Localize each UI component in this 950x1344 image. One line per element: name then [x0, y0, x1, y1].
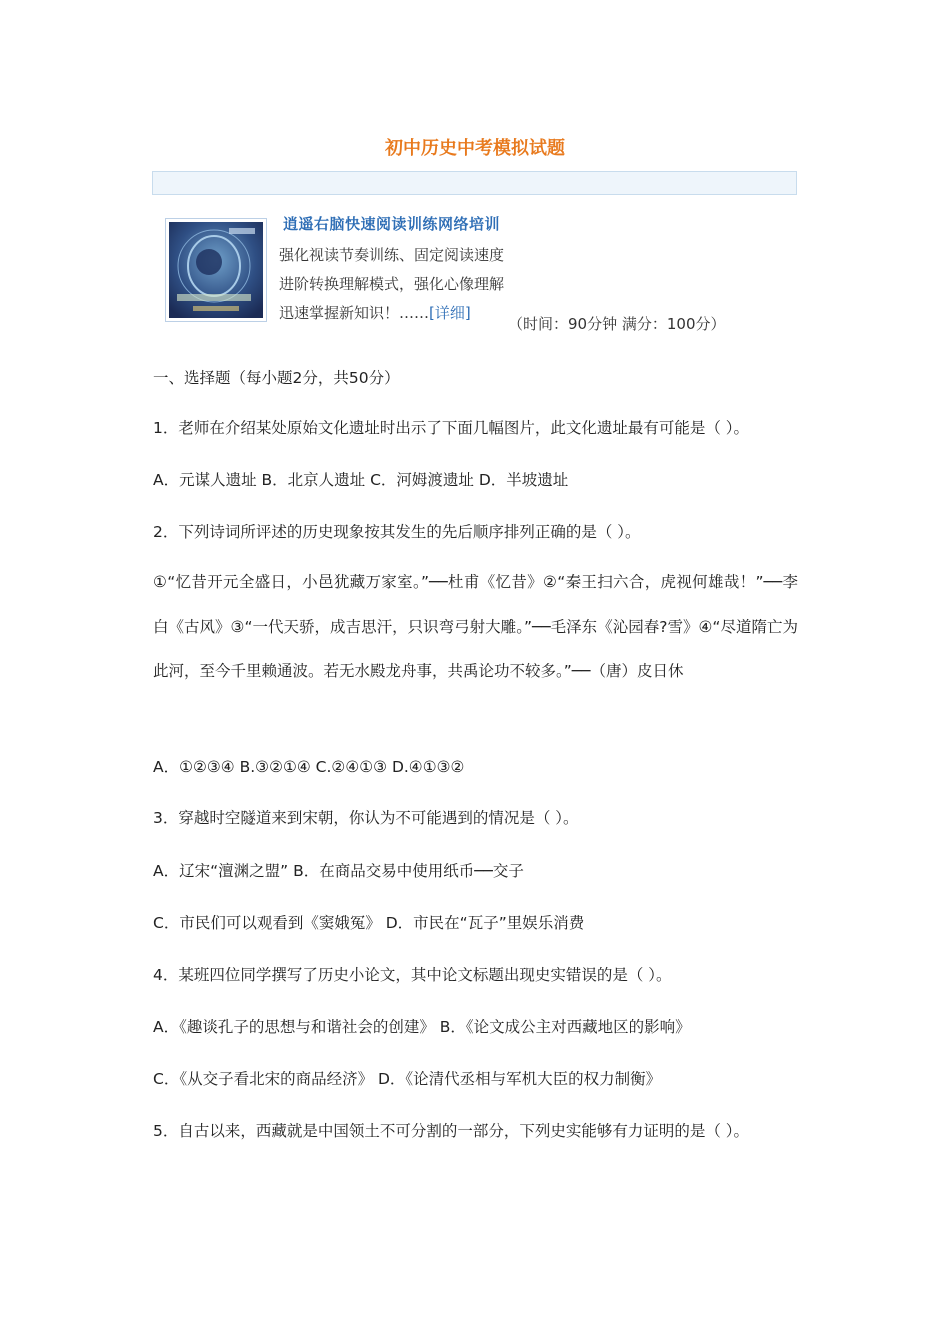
question-1-options: A．元谋人遗址 B．北京人遗址 C．河姆渡遗址 D．半坡遗址 — [153, 471, 569, 489]
question-2-poems: ①“忆昔开元全盛日，小邑犹藏万家室。”──杜甫《忆昔》②“秦王扫六合，虎视何雄哉！”──李白《古风》③“一代天骄，成吉思汗，只识弯弓射大雕。”──毛泽东《沁园春?雪》④“尽道隋亡为此河，至今千里赖通波。若无水殿龙舟事，共禹论功不较多。”──（唐）皮日休 — [153, 573, 798, 680]
ad-line-3-text: 迅速掌握新知识！…… — [279, 304, 430, 322]
question-5: 5．自古以来，西藏就是中国领土不可分割的一部分，下列史实能够有力证明的是（ ）。 — [153, 1122, 750, 1140]
question-3-options-cd: C．市民们可以观看到《窦娥冤》 D．市民在“瓦子”里娱乐消费 — [153, 914, 585, 932]
ad-line-2: 进阶转换理解模式，强化心像理解 — [279, 275, 505, 293]
section-heading: 一、选择题（每小题2分，共50分） — [153, 369, 400, 387]
question-4-options-cd: C．《从交子看北宋的商品经济》 D．《论清代丞相与军机大臣的权力制衡》 — [153, 1070, 662, 1088]
ad-thumbnail[interactable] — [165, 218, 267, 322]
ad-detail-link[interactable]: [详细] — [429, 304, 471, 322]
question-2-options: A．①②③④ B.③②①④ C.②④①③ D.④①③② — [153, 758, 465, 776]
question-2: 2．下列诗词所评述的历史现象按其发生的先后顺序排列正确的是（ ）。 — [153, 523, 641, 541]
ad-line-3 — [279, 302, 471, 323]
question-3-options-ab: A．辽宋“澶渊之盟” B．在商品交易中使用纸币──交子 — [153, 862, 524, 880]
question-4-options-ab: A．《趣谈孔子的思想与和谐社会的创建》 B．《论文成公主对西藏地区的影响》 — [153, 1018, 691, 1036]
ad-line-1: 强化视读节奏训练、固定阅读速度 — [279, 246, 505, 264]
divider-bar — [152, 171, 797, 195]
brain-reading-icon — [169, 222, 263, 318]
question-4: 4．某班四位同学撰写了历史小论文，其中论文标题出现史实错误的是（ ）。 — [153, 966, 672, 984]
page-title: 初中历史中考模拟试题 — [385, 138, 565, 159]
ad-banner[interactable] — [165, 212, 525, 324]
question-3: 3．穿越时空隧道来到宋朝，你认为不可能遇到的情况是（ ）。 — [153, 809, 579, 827]
ad-title[interactable]: 逍遥右脑快速阅读训练网络培训 — [283, 215, 501, 233]
exam-time-info: （时间：90分钟 满分：100分） — [508, 315, 726, 333]
question-1: 1．老师在介绍某处原始文化遗址时出示了下面几幅图片，此文化遗址最有可能是（ ）。 — [153, 419, 750, 437]
